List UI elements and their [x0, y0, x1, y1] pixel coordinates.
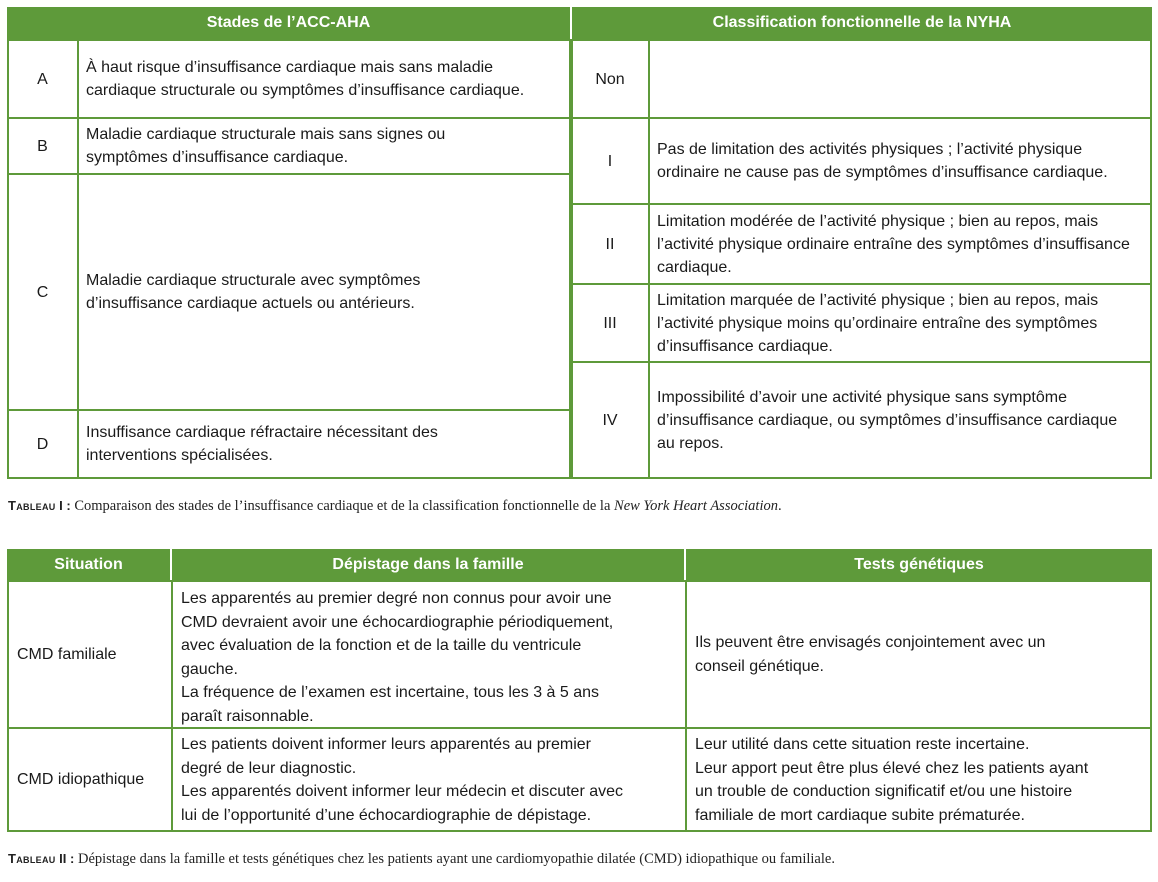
caption-text: Comparaison des stades de l’insuffisance cardiaque et de la classification fonctionnelle de la: [70, 498, 615, 514]
table-2-col-divider: [685, 580, 687, 832]
depistage-line: CMD devraient avoir une échocardiographie périodiquement,: [181, 613, 614, 631]
tests-cell: [695, 733, 1145, 827]
depistage-line: paraît raisonnable.: [181, 707, 314, 725]
stage-text: Insuffisance cardiaque réfractaire nécessitant des interventions spécialisées.: [86, 424, 438, 464]
table-2: [7, 549, 1152, 832]
nyha-id: IV: [602, 411, 618, 429]
tests-line: Leur utilité dans cette situation reste incertaine.: [695, 736, 1030, 753]
nyha-text: Limitation modérée de l’activité physique ; bien au repos, mais l’activité physique ordinaire entraîne des symptômes d’insuffisance cardiaque.: [657, 212, 1130, 276]
tests-line: Ils peuvent être envisagés conjointement avec un: [695, 634, 1046, 651]
nyha-text: Impossibilité d’avoir une activité physique sans symptôme d’insuffisance cardiaque, ou symptômes d’insuffisance cardiaque au repos.: [657, 388, 1118, 452]
depistage-cell: [181, 587, 681, 729]
depistage-line: Les patients doivent informer leurs apparentés au premier: [181, 736, 591, 753]
stage-id: A: [37, 70, 48, 88]
depistage-line: Les apparentés au premier degré non connus pour avoir une: [181, 590, 612, 607]
caption-end: .: [777, 498, 782, 514]
table-2-header-tests: Tests génétiques: [686, 549, 1152, 580]
table-2-header-situation: Situation: [7, 549, 170, 580]
tests-line: Leur apport peut être plus élevé chez les patients ayant: [695, 759, 1089, 777]
nyha-id: III: [603, 314, 617, 332]
table-1-header-right: Classification fonctionnelle de la NYHA: [572, 7, 1152, 39]
stage-id: B: [37, 137, 48, 155]
stage-text: Maladie cardiaque structurale mais sans signes ou symptômes d’insuffisance cardiaque.: [86, 126, 446, 166]
caption-text: Dépistage dans la famille et tests génétiques chez les patients ayant une cardiomyopathie dilatée (CMD) idiopathique ou familiale.: [74, 851, 835, 867]
table-2-caption: [8, 851, 835, 868]
tests-line: un trouble de conduction significatif et/ou une histoire: [695, 783, 1073, 801]
stage-id: C: [36, 283, 49, 301]
caption-number: II :: [59, 851, 75, 866]
table-1-caption: [8, 498, 782, 515]
nyha-id: I: [607, 152, 613, 170]
caption-label: Tableau: [8, 851, 56, 866]
depistage-line: Les apparentés doivent informer leur médecin et discuter avec: [181, 783, 624, 801]
nyha-id: Non: [595, 70, 625, 88]
table-2-col-divider: [171, 580, 173, 832]
nyha-text: Limitation marquée de l’activité physique ; bien au repos, mais l’activité physique moins qu’ordinaire entraîne des symptômes d’insuffisance cardiaque.: [657, 291, 1099, 355]
tests-line: conseil génétique.: [695, 657, 824, 675]
depistage-line: gauche.: [181, 660, 238, 678]
depistage-line: avec évaluation de la fonction et de la taille du ventricule: [181, 637, 582, 655]
table-1-header-left: Stades de l’ACC-AHA: [7, 7, 570, 39]
table-1: [7, 7, 1152, 479]
nyha-id: II: [605, 235, 615, 253]
depistage-cell: [181, 733, 681, 827]
table-2-header-depistage: Dépistage dans la famille: [172, 549, 684, 580]
depistage-line: La fréquence de l’examen est incertaine, tous les 3 à 5 ans: [181, 684, 600, 702]
situation-cell: CMD idiopathique: [17, 771, 145, 788]
depistage-line: lui de l’opportunité d’une échocardiographie de dépistage.: [181, 806, 592, 824]
stage-id: D: [36, 435, 49, 453]
caption-label: Tableau: [8, 498, 56, 513]
depistage-line: degré de leur diagnostic.: [181, 759, 357, 777]
nyha-text: Pas de limitation des activités physiques ; l’activité physique ordinaire ne cause pas de symptômes d’insuffisance cardiaque.: [657, 141, 1108, 181]
situation-cell: CMD familiale: [17, 646, 117, 663]
caption-number: I :: [59, 498, 71, 513]
tests-cell: [695, 631, 1145, 678]
nyha-text: [649, 41, 1152, 117]
stage-text: Maladie cardiaque structurale avec symptômes d’insuffisance cardiaque actuels ou antérieurs.: [86, 272, 421, 312]
caption-italic: New York Heart Association: [614, 498, 778, 514]
tests-line: familiale de mort cardiaque subite prématurée.: [695, 806, 1025, 824]
stage-text: À haut risque d’insuffisance cardiaque mais sans maladie cardiaque structurale ou symptômes d’insuffisance cardiaque.: [86, 59, 525, 99]
